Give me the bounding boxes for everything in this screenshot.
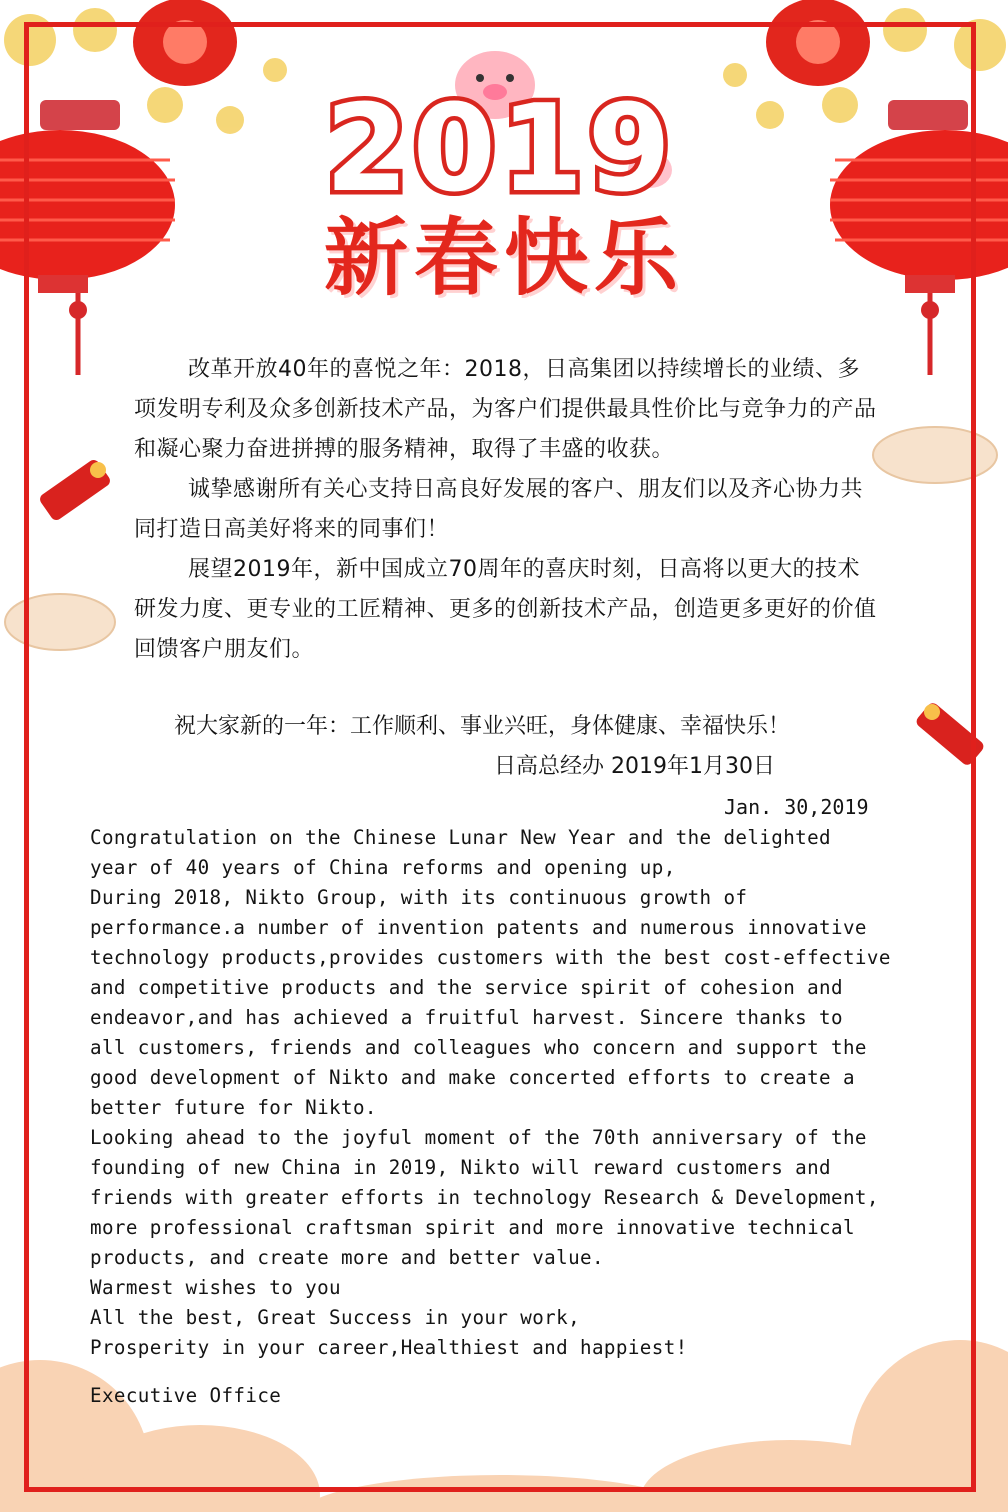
- en-office: Executive Office: [90, 1384, 282, 1407]
- en-line: technology products,provides customers with the best cost-effective: [90, 946, 891, 969]
- en-line: All the best, Great Success in your work,: [90, 1306, 581, 1329]
- en-line: founding of new China in 2019, Nikto will reward customers and: [90, 1156, 832, 1179]
- year-art: [320, 40, 680, 210]
- en-line: more professional craftsman spirit and more innovative technical: [90, 1216, 855, 1239]
- en-line: products, and create more and better value.: [90, 1246, 604, 1269]
- en-line: good development of Nikto and make concerted efforts to create a: [90, 1066, 855, 1089]
- en-line: better future for Nikto.: [90, 1096, 377, 1119]
- en-line: friends with greater efforts in technology Research & Development,: [90, 1186, 879, 1209]
- cn-paragraph: 诚挚感谢所有关心支持日高良好发展的客户、朋友们以及齐心协力共同打造日高美好将来的同事们！: [134, 477, 864, 542]
- en-date: Jan. 30,2019: [724, 795, 869, 819]
- en-line: year of 40 years of China reforms and opening up,: [90, 856, 676, 879]
- letter-cn-body: [134, 350, 879, 670]
- en-line: Looking ahead to the joyful moment of the 70th anniversary of the: [90, 1126, 867, 1149]
- year-text: 2019: [325, 80, 675, 210]
- en-line: Warmest wishes to you: [90, 1276, 341, 1299]
- en-line: performance.a number of invention patents and numerous innovative: [90, 916, 867, 939]
- cn-paragraph: 展望2019年，新中国成立70周年的喜庆时刻，日高将以更大的技术研发力度、更专业的工匠精神、更多的创新技术产品，创造更多更好的价值回馈客户朋友们。: [134, 557, 877, 662]
- letter-en-body: [90, 823, 950, 1363]
- cn-wish: 祝大家新的一年：工作顺利、事业兴旺，身体健康、幸福快乐！: [174, 714, 791, 739]
- cn-signature: 日高总经办 2019年1月30日: [494, 754, 775, 779]
- en-line: endeavor,and has achieved a fruitful harvest. Sincere thanks to: [90, 1006, 843, 1029]
- en-line: Congratulation on the Chinese Lunar New Year and the delighted: [90, 826, 832, 849]
- en-line: Prosperity in your career,Healthiest and happiest!: [90, 1336, 688, 1359]
- cn-paragraph: 改革开放40年的喜悦之年：2018，日高集团以持续增长的业绩、多项发明专利及众多创新技术产品，为客户们提供最具性价比与竞争力的产品和凝心聚力奋进拼搏的服务精神，取得了丰盛的收获。: [134, 357, 877, 462]
- en-line: all customers, friends and colleagues who concern and support the: [90, 1036, 867, 1059]
- en-line: and competitive products and the service spirit of cohesion and: [90, 976, 843, 999]
- page-title: 新春快乐: [323, 209, 684, 307]
- en-line: During 2018, Nikto Group, with its continuous growth of: [90, 886, 748, 909]
